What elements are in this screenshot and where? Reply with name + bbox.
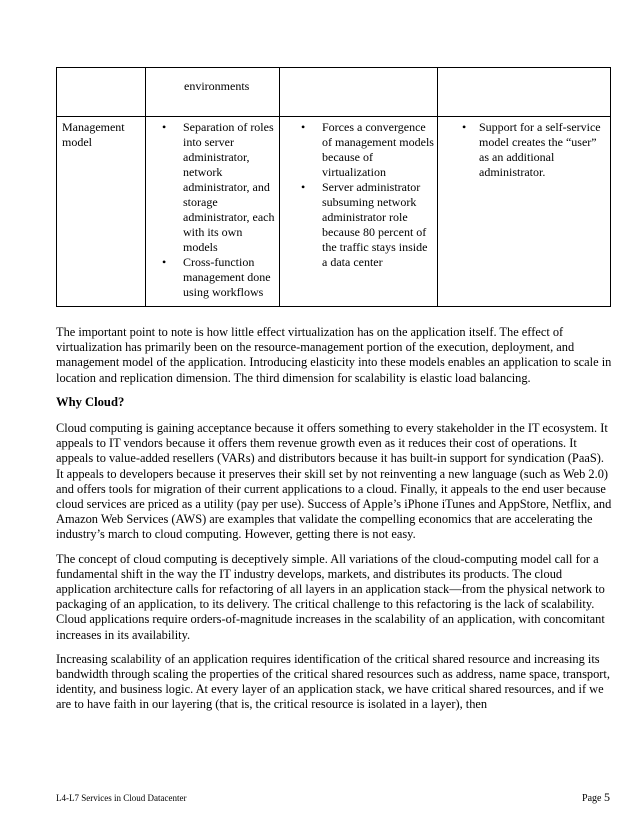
- cell-text: environments: [184, 79, 250, 93]
- table-cell: [280, 117, 438, 307]
- page-number: 5: [604, 790, 610, 804]
- page-label: Page: [582, 793, 602, 804]
- table-cell-empty: [57, 68, 146, 117]
- table-cell: [146, 68, 280, 117]
- paragraph: Increasing scalability of an application requires identification of the critical shared resource and increasing its bandwidth through scaling the properties of the critical shared resources such as address, name space, transport, identity, and business logic. At every layer of an application stack, we have critical shared resources, and if we are to have faith in our layering (that is, the critical resource is isolated in a layer), then: [56, 651, 610, 712]
- paragraph: Cloud computing is gaining acceptance because it offers something to every stakeholder in the IT ecosystem. It appeals to IT vendors because it offers them revenue growth even as it reduces their cost of operations. It appeals to value-added resellers (VARs) and distributors because it has built-in support for syndication (PaaS). It appeals to developers because it preserves their skill set by not reinventing a new language (such as Web 2.0) and offers tools for migration of their current applications to a cloud. Finally, it appeals to the end user because cloud services are priced as a utility (pay per use). Success of Apple’s iPhone iTunes and AppStore, Netflix, and Amazon Web Services (AWS) are examples that validate the compelling economics that are accelerating the industry’s march to cloud computing. However, getting there is not easy.: [56, 421, 612, 542]
- table-row-management-model: [57, 117, 611, 307]
- table-cell: [146, 117, 280, 307]
- table-cell: [438, 117, 611, 307]
- body-text: [56, 325, 614, 722]
- row-label: Management model: [62, 120, 125, 149]
- bullet-item: • Support for a self-service model creates the “user” as an additional administrator.: [438, 120, 608, 180]
- bullet-item: • Separation of roles into server administrator, network administrator, and storage administrator, each with its own models: [146, 120, 277, 255]
- comparison-table: [56, 67, 611, 307]
- table-cell-empty: [438, 68, 611, 117]
- section-heading: Why Cloud?: [56, 394, 125, 409]
- page-number-block: [582, 791, 610, 805]
- paragraph: The concept of cloud computing is deceptively simple. All variations of the cloud-computing model call for a fundamental shift in the way the IT industry develops, markets, and distributes its products. The cloud application architecture calls for refactoring of all layers in an application stack—from the physical network to packaging of an application, to its delivery. The critical challenge to this refactoring is the lack of scalability. Cloud applications require orders-of-magnitude increases in the scalability of an application, with concomitant increases in its availability.: [56, 551, 605, 642]
- paragraph: The important point to note is how little effect virtualization has on the application itself. The effect of virtualization has primarily been on the resource-management portion of the execution, deployment, and management model of the application. Introducing elasticity into these models enables an application to scale in location and replication dimension. The third dimension for scalability is elastic load balancing.: [56, 325, 612, 385]
- table-row-environments: [57, 68, 611, 117]
- table-cell-label: [57, 117, 146, 307]
- bullet-item: • Cross-function management done using workflows: [146, 255, 277, 300]
- bullet-list: [146, 117, 279, 300]
- bullet-item: • Forces a convergence of management models because of virtualization: [280, 120, 435, 180]
- bullet-item: • Server administrator subsuming network administrator role because 80 percent of the traffic stays inside a data center: [280, 180, 435, 270]
- footer-title: L4-L7 Services in Cloud Datacenter: [56, 793, 187, 803]
- bullet-list: [438, 117, 610, 180]
- table-cell-empty: [280, 68, 438, 117]
- bullet-list: [280, 117, 437, 270]
